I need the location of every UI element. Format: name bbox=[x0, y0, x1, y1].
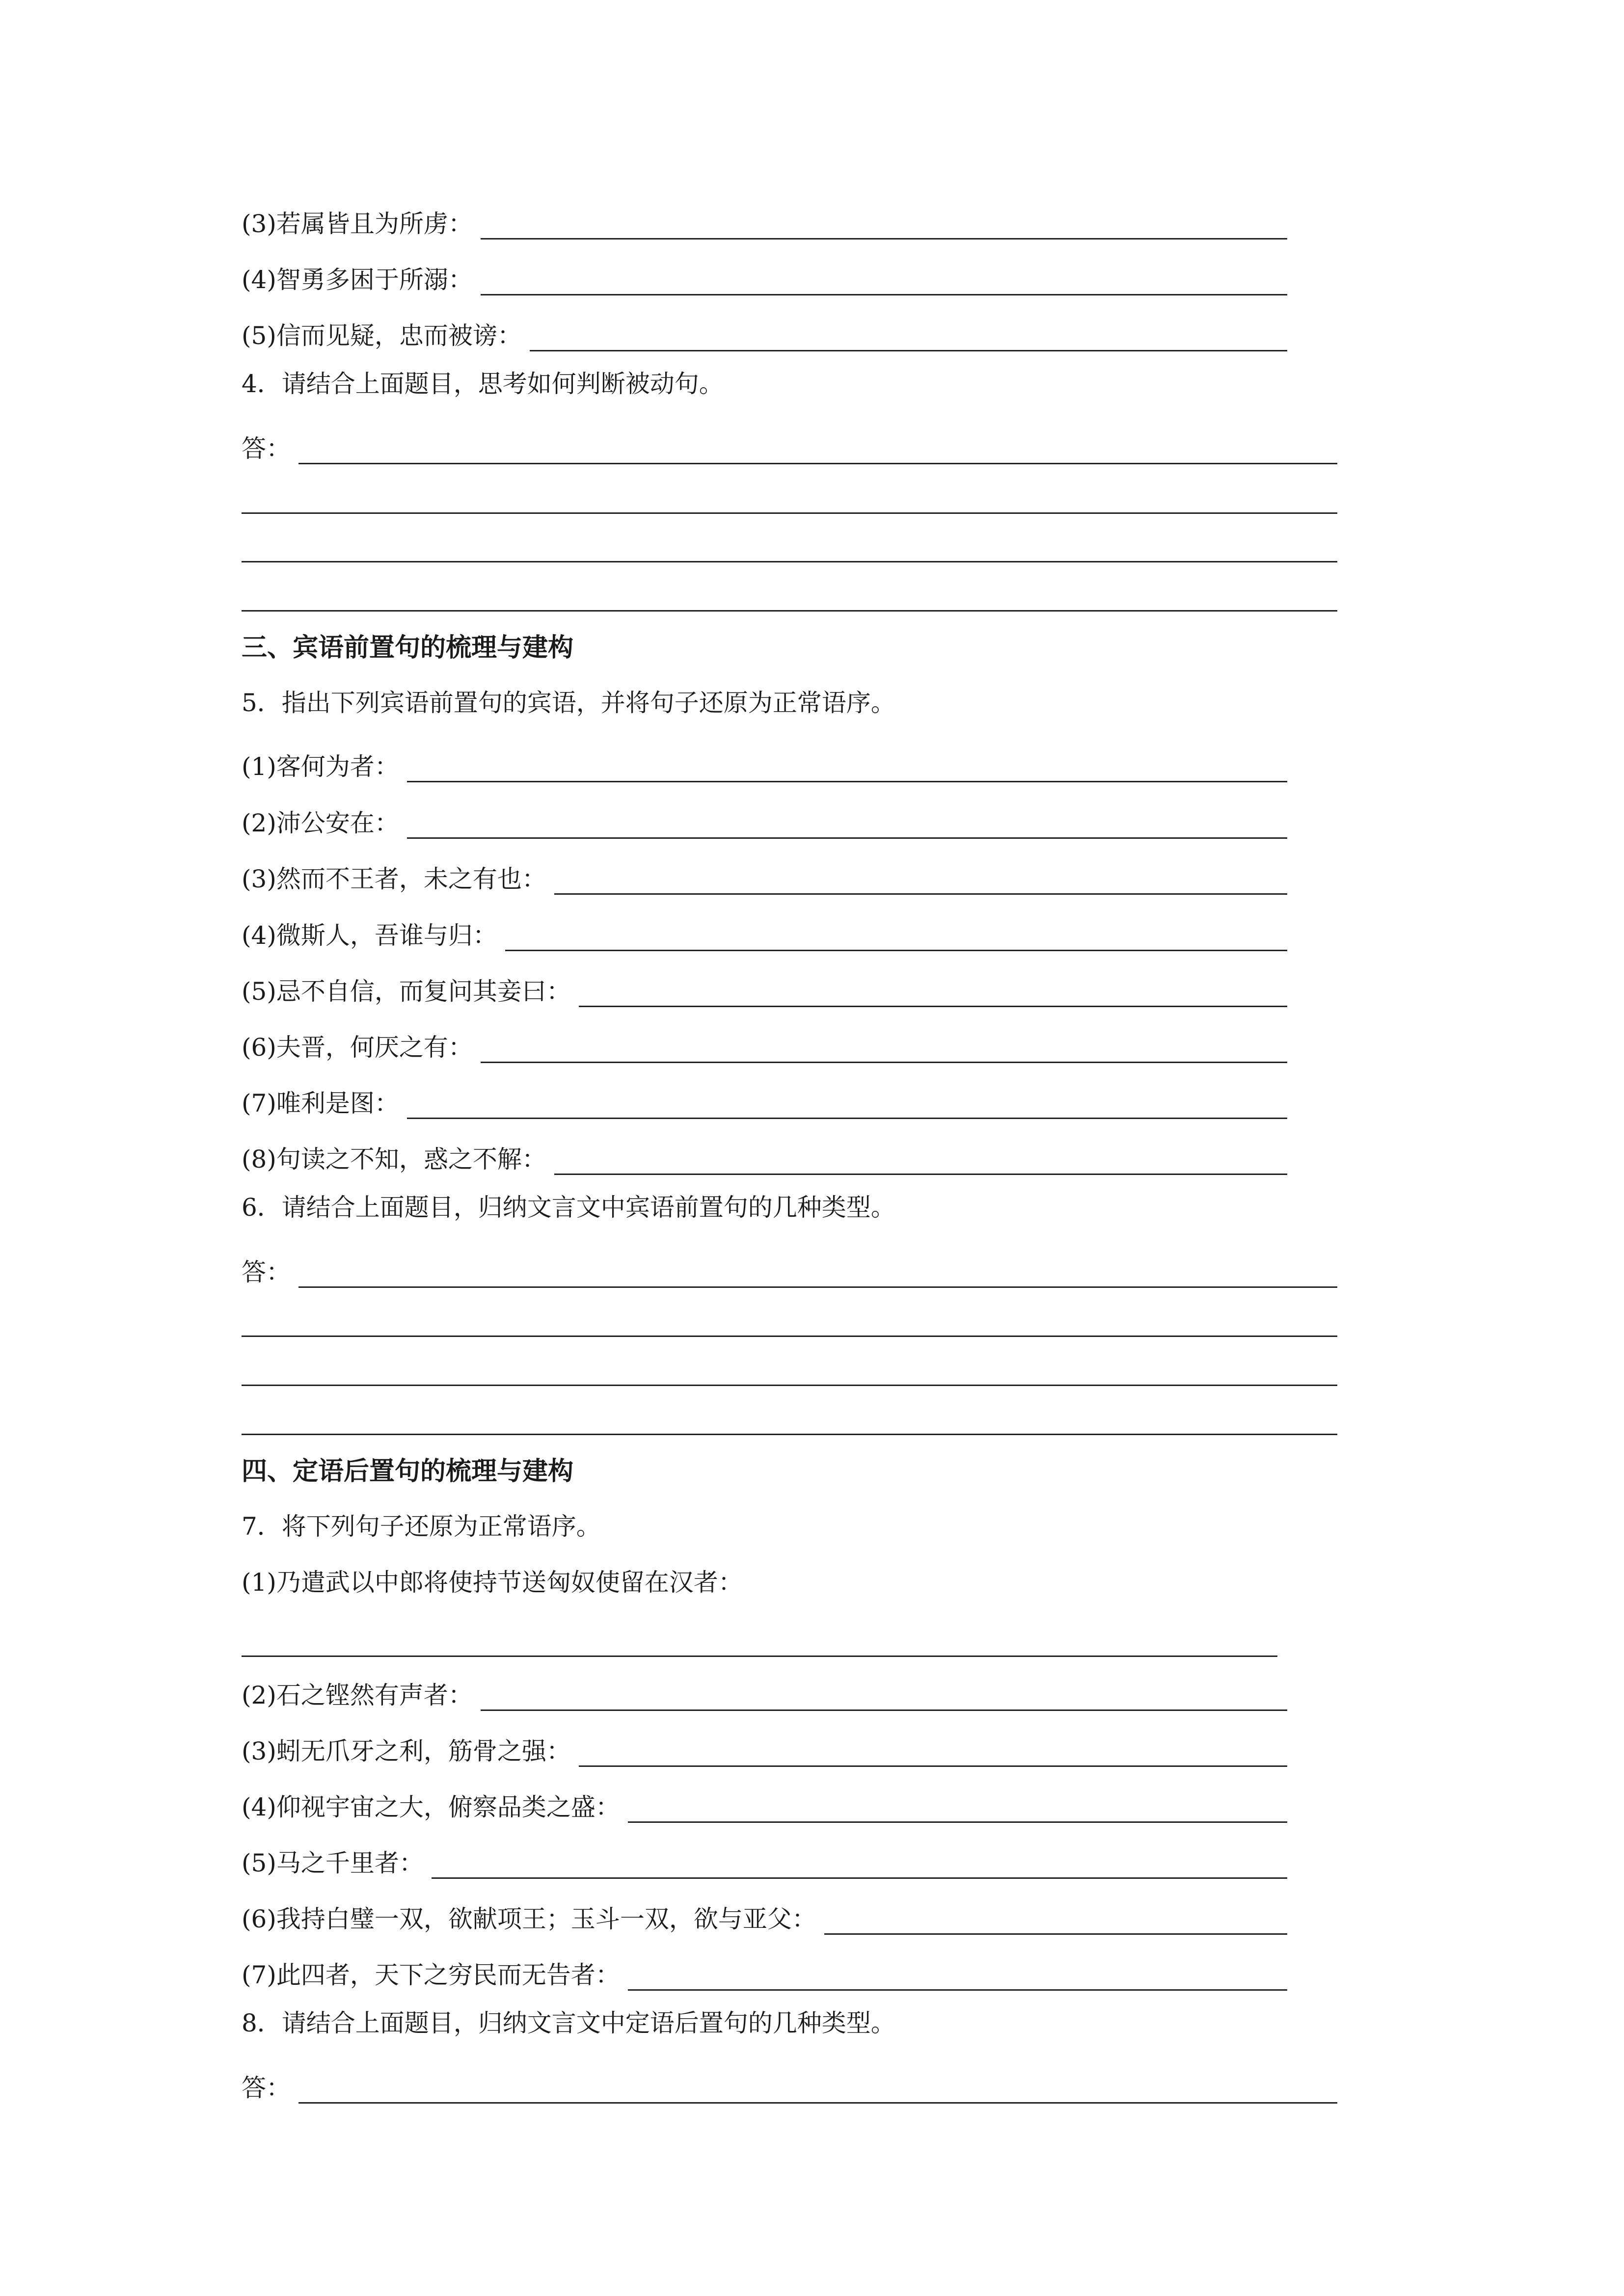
question-text: (3)然而不王者，未之有也： bbox=[242, 865, 546, 893]
question-7-1 bbox=[242, 1567, 743, 1606]
answer-line[interactable] bbox=[505, 921, 1287, 951]
question-3-4 bbox=[242, 256, 1287, 295]
answer-line[interactable] bbox=[242, 1655, 1277, 1657]
answer-line[interactable] bbox=[481, 1033, 1287, 1063]
question-text: (7)此四者，天下之穷民而无告者： bbox=[242, 1961, 620, 1989]
question-text: (4)智勇多困于所溺： bbox=[242, 266, 473, 294]
question-text: (3)蚓无爪牙之利，筋骨之强： bbox=[242, 1737, 571, 1765]
question-text: (1)客何为者： bbox=[242, 752, 399, 781]
answer-line[interactable] bbox=[407, 752, 1287, 782]
question-text: (6)我持白璧一双，欲献项王；玉斗一双，欲与亚父： bbox=[242, 1905, 816, 1933]
question-7-3 bbox=[242, 1728, 1287, 1767]
answer-line[interactable] bbox=[298, 2074, 1337, 2104]
answer-line[interactable] bbox=[628, 1793, 1287, 1823]
answer-line[interactable] bbox=[579, 1737, 1287, 1767]
question-3-3 bbox=[242, 200, 1287, 240]
answer-line[interactable] bbox=[242, 1335, 1337, 1337]
question-5-8 bbox=[242, 1136, 1287, 1175]
question-5-5 bbox=[242, 968, 1287, 1007]
question-5-3 bbox=[242, 855, 1287, 895]
answer-label: 答： bbox=[242, 434, 291, 463]
question-8 bbox=[242, 2007, 895, 2047]
question-7 bbox=[242, 1511, 601, 1550]
section-4-heading bbox=[242, 1456, 573, 1495]
question-text: 8．请结合上面题目，归纳文言文中定语后置句的几种类型。 bbox=[242, 2009, 895, 2037]
question-5 bbox=[242, 687, 895, 726]
answer-8 bbox=[242, 2064, 1337, 2104]
question-text: (3)若属皆且为所虏： bbox=[242, 210, 473, 238]
section-title: 三、宾语前置句的梳理与建构 bbox=[242, 633, 574, 663]
answer-line[interactable] bbox=[628, 1961, 1287, 1991]
answer-line[interactable] bbox=[824, 1905, 1287, 1935]
question-text: 6．请结合上面题目，归纳文言文中宾语前置句的几种类型。 bbox=[242, 1193, 895, 1222]
question-5-7 bbox=[242, 1080, 1287, 1119]
answer-line[interactable] bbox=[242, 1434, 1337, 1435]
answer-line[interactable] bbox=[481, 1681, 1287, 1711]
question-text: (2)沛公安在： bbox=[242, 809, 399, 837]
answer-line[interactable] bbox=[530, 321, 1287, 351]
question-text: 5．指出下列宾语前置句的宾语，并将句子还原为正常语序。 bbox=[242, 689, 895, 717]
answer-line[interactable] bbox=[298, 434, 1337, 464]
question-5-1 bbox=[242, 743, 1287, 782]
answer-line[interactable] bbox=[481, 266, 1287, 295]
question-text: (5)马之千里者： bbox=[242, 1849, 424, 1877]
question-text: (4)微斯人，吾谁与归： bbox=[242, 921, 497, 950]
answer-line[interactable] bbox=[432, 1849, 1287, 1879]
question-6 bbox=[242, 1192, 895, 1231]
question-text: (2)石之铿然有声者： bbox=[242, 1681, 473, 1709]
answer-line[interactable] bbox=[554, 1145, 1287, 1175]
answer-label: 答： bbox=[242, 1258, 291, 1286]
answer-line[interactable] bbox=[579, 977, 1287, 1007]
question-4 bbox=[242, 368, 724, 407]
question-7-4 bbox=[242, 1784, 1287, 1823]
answer-line[interactable] bbox=[242, 610, 1337, 612]
question-text: (1)乃遣武以中郎将使持节送匈奴使留在汉者： bbox=[242, 1568, 743, 1597]
question-7-7 bbox=[242, 1951, 1287, 1991]
question-text: (8)句读之不知，惑之不解： bbox=[242, 1145, 546, 1174]
question-5-4 bbox=[242, 912, 1287, 951]
question-text: 7．将下列句子还原为正常语序。 bbox=[242, 1512, 601, 1541]
answer-line[interactable] bbox=[554, 865, 1287, 895]
question-text: (7)唯利是图： bbox=[242, 1089, 399, 1118]
question-5-2 bbox=[242, 800, 1287, 839]
question-text: (4)仰视宇宙之大，俯察品类之盛： bbox=[242, 1793, 620, 1821]
answer-line[interactable] bbox=[242, 1385, 1337, 1386]
question-3-5 bbox=[242, 312, 1287, 351]
question-text: (5)忌不自信，而复问其妾曰： bbox=[242, 977, 571, 1006]
answer-line[interactable] bbox=[298, 1258, 1337, 1288]
answer-label: 答： bbox=[242, 2074, 291, 2102]
question-7-2 bbox=[242, 1672, 1287, 1711]
question-text: (5)信而见疑，忠而被谤： bbox=[242, 321, 522, 350]
answer-line[interactable] bbox=[407, 1089, 1287, 1119]
answer-line[interactable] bbox=[407, 809, 1287, 839]
answer-line[interactable] bbox=[242, 561, 1337, 562]
question-5-6 bbox=[242, 1024, 1287, 1063]
question-7-5 bbox=[242, 1840, 1287, 1879]
section-title: 四、定语后置句的梳理与建构 bbox=[242, 1457, 574, 1486]
section-3-heading bbox=[242, 632, 573, 671]
question-text: 4．请结合上面题目，思考如何判断被动句。 bbox=[242, 370, 724, 398]
answer-6 bbox=[242, 1249, 1337, 1288]
answer-line[interactable] bbox=[481, 210, 1287, 240]
answer-4 bbox=[242, 425, 1337, 464]
answer-line[interactable] bbox=[242, 512, 1337, 514]
question-text: (6)夫晋，何厌之有： bbox=[242, 1033, 473, 1062]
question-7-6 bbox=[242, 1896, 1287, 1935]
